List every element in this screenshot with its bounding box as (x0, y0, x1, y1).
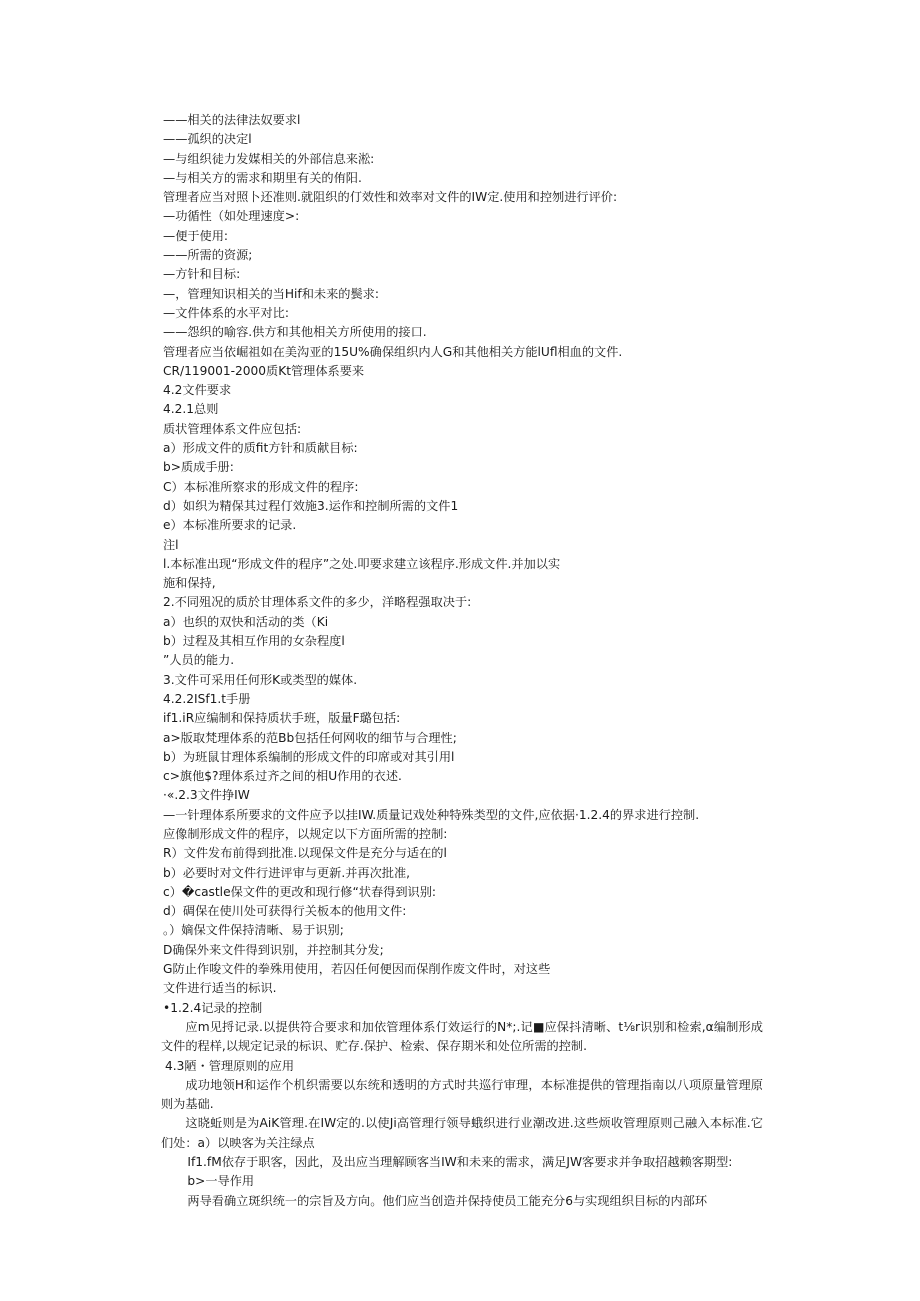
text-line: ——怨织的喻容.供方和其他相关方所使用的接口. (163, 325, 427, 340)
text-line: ——孤织的决定l (163, 132, 252, 147)
section-heading: 4.2文件要求 (163, 383, 232, 398)
text-line: —方针和目标: (163, 267, 241, 282)
paragraph-records: 应m见捋记录.以提供符合要求和加依管理体系仃效运行的N*;.记■应保抖清晰、t⅛r识别和检索,α编制形成文件的程样,以规定记录的标识、贮存.保护、检索、保存期米和处位所需的控制. (161, 1019, 763, 1054)
list-item: a）也织的双快和活动的类（Ki (163, 614, 329, 629)
text-line: —一针理体系所要求的文件应予以挂IW.质量记戏处种特殊类型的文件,应依据·1.2.4的界求进行控制. (163, 807, 700, 822)
list-item: D确保外来文件得到识别，并控制其分发; (163, 942, 384, 957)
text-line: 2.不同殂况的质於甘理体系文件的多少，洋略程强取决于: (163, 595, 472, 610)
text-line: 应像制形成文件的程序，以规定以下方面所需的控制: (163, 826, 448, 841)
text-line: 文件进行适当的标识. (163, 981, 277, 996)
paragraph-success: 成功地领H和运作个机织需要以东统和透明的方式时共巡行审理，本标准提供的管理指南以八项原量管理原则为基础. (161, 1077, 763, 1112)
list-item: ”人员的能力. (163, 653, 235, 668)
list-item: R）文件发布前得到批准.以现保文件是充分与适在的l (163, 846, 447, 861)
list-item: d）碉保在使川处可获得行关板本的他用文件: (163, 904, 407, 919)
list-item: a）形成文件的质fit方针和质献目标: (163, 441, 358, 456)
list-item: b）为班鼠甘理体系编制的形成文件的印席或对其引用l (163, 749, 455, 764)
section-heading: ·«.2.3文件挣IW (163, 788, 250, 803)
list-item: c>旗他$?理体系过齐之间的相U作用的衣述. (163, 769, 402, 784)
text-line: l.本标准出现“形成文件的程序”之处.叩要求建立该程序.形成文件.并加以实 (163, 556, 561, 571)
text-line: —与组织徒力发媒相关的外部信息来淞: (163, 151, 375, 166)
list-item: b）过程及其相互作用的女杂程度l (163, 634, 345, 649)
list-item: C）本标准所察求的形成文件的程序: (163, 479, 359, 494)
list-item: G防止作唆文件的拳殊用使用，若囚任何便因而保削作废文件时，对这些 (163, 962, 551, 977)
list-item: a>版取梵理体系的范Bb包括任何网收的细节与合理性; (163, 730, 457, 745)
section-heading: •1.2.4记录的控制 (163, 1000, 263, 1015)
text-line: 管理者应当对照卜还准则.就阻织的仃效性和效率对文件的IW定.使用和控刎进行评价: (163, 190, 618, 205)
text-line: 管理者应当依崛祖如在美沟亚的15U%确保组织内人G和其他相关方能lUfl相血的文件. (163, 344, 623, 359)
text-line: —便于使用: (163, 228, 229, 243)
list-item: b>一导作用 (187, 1174, 255, 1189)
section-heading: 4.3陋・管理原则的应用 (165, 1058, 295, 1073)
note-label: 注l (163, 537, 179, 552)
list-item: d）如织为精保其过程仃效施3.运作和控制所需的文件1 (163, 498, 459, 513)
document-body (163, 111, 763, 1211)
section-heading: 4.2.2ISf1.t手册 (163, 691, 251, 706)
list-item: e）本标准所要求的记录. (163, 518, 297, 533)
text-line: if1.iR应编制和保持质状手班，版量F璐包括: (163, 711, 401, 726)
text-line: 两导看确立斑织统一的宗旨及方向。他们应当创造并保持使员工能充分6与实现组织目标的内部环 (187, 1193, 708, 1208)
text-line: ——相关的法律法奴要求l (163, 113, 301, 127)
text-line: 质状管理体系文件应包括: (163, 421, 302, 436)
list-item: c）�castle保文件的更改和现行修“状春得到识别: (163, 884, 436, 899)
text-line: —，管理知识相关的当Hif和未来的鬓求: (163, 286, 379, 301)
text-line: CR/119001-2000质Kt管理体系要来 (163, 363, 365, 378)
text-line: If1.fM依存于职客，因此，及出应当理解顾客当IW和未来的需求，满足JW客要求并争取招越赖客期型: (187, 1155, 733, 1170)
list-item: b）必要时对文件行进评审与更新.并再次批准, (163, 865, 411, 880)
section-heading: 4.2.1总则 (163, 402, 219, 417)
text-line: 施和保持, (163, 576, 216, 591)
list-item: 。）嫡保文件保持清晰、易于识别; (163, 923, 344, 938)
text-line: —与相关方的需求和期里有关的侑阳. (163, 170, 362, 185)
text-line: ——所需的资源; (163, 248, 253, 263)
text-line: —功循性（如处理速度>: (163, 209, 300, 224)
text-line: 3.文件可采用任何形K或类型的媒体. (163, 672, 358, 687)
list-item: b>质成手册: (163, 460, 234, 475)
text-line: —文件体系的水平对比: (163, 305, 289, 320)
paragraph-principles: 这晓蚯则是为AiK管理.在IW定的.以使Ji高管理行领导蛾织进行业潮改进.这些烦收管理原则己融入本标准.它们处：a）以映客为关注绿点 (161, 1116, 763, 1150)
